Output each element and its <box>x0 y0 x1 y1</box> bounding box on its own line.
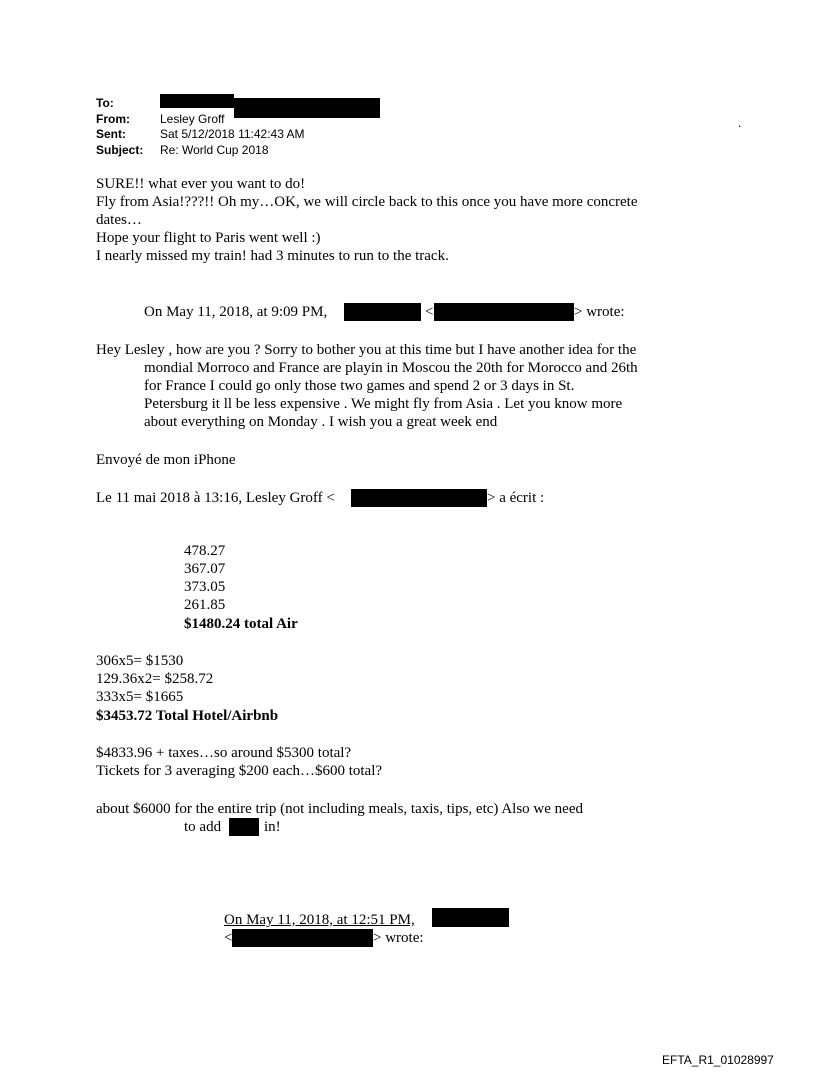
quote1-line-2: mondial Morroco and France are playin in Moscou the 20th for Morocco and 26th <box>144 360 638 376</box>
from-label: From: <box>96 112 130 126</box>
quote1-wrote: > wrote: <box>574 304 625 320</box>
quote3-lt: < <box>224 930 233 946</box>
quote1-lt: < <box>425 304 434 320</box>
trip-line-1: about $6000 for the entire trip (not including meals, taxis, tips, etc) Also we need <box>96 801 583 817</box>
quote1-intro: On May 11, 2018, at 9:09 PM, <box>144 304 328 320</box>
reply-line-2: Fly from Asia!???!! Oh my…OK, we will circle back to this once you have more concrete <box>96 194 638 210</box>
quote3-intro: On May 11, 2018, at 12:51 PM, <box>224 912 415 928</box>
redacted-sender-name-2 <box>432 908 509 927</box>
air-total: $1480.24 total Air <box>184 616 298 632</box>
reply-line-5: I nearly missed my train! had 3 minutes to run to the track. <box>96 248 449 264</box>
air-cost-4: 261.85 <box>184 597 226 613</box>
to-label: To: <box>96 96 114 110</box>
trip-line-2b: in! <box>264 819 281 835</box>
redacted-recipient-name <box>160 94 234 108</box>
from-value: Lesley Groff <box>160 112 225 126</box>
reply-line-1: SURE!! what ever you want to do! <box>96 176 306 192</box>
quote3-wrote: > wrote: <box>373 930 424 946</box>
sum-line-2: Tickets for 3 averaging $200 each…$600 total? <box>96 763 383 779</box>
reply-line-3: dates… <box>96 212 142 228</box>
quote1-line-1: Hey Lesley , how are you ? Sorry to bother you at this time but I have another idea for the <box>96 342 637 358</box>
sent-value: Sat 5/12/2018 11:42:43 AM <box>160 127 305 141</box>
reply-line-4: Hope your flight to Paris went well :) <box>96 230 321 246</box>
sent-label: Sent: <box>96 127 126 141</box>
redacted-lesley-email <box>351 489 487 507</box>
hotel-cost-2: 129.36x2= $258.72 <box>96 671 214 687</box>
quote1-line-3: for France I could go only those two games and spend 2 or 3 days in St. <box>144 378 575 394</box>
subject-value: Re: World Cup 2018 <box>160 143 269 157</box>
air-cost-3: 373.05 <box>184 579 226 595</box>
sum-line-1: $4833.96 + taxes…so around $5300 total? <box>96 745 352 761</box>
air-cost-2: 367.07 <box>184 561 226 577</box>
hotel-cost-1: 306x5= $1530 <box>96 653 184 669</box>
hotel-total: $3453.72 Total Hotel/Airbnb <box>96 708 279 724</box>
redacted-recipient-email <box>234 98 380 118</box>
redacted-sender-email-2 <box>232 929 373 947</box>
stray-mark: . <box>738 115 742 130</box>
bates-number: EFTA_R1_01028997 <box>662 1053 774 1067</box>
quote2-intro: Le 11 mai 2018 à 13:16, Lesley Groff < <box>96 490 335 506</box>
hotel-cost-3: 333x5= $1665 <box>96 689 184 705</box>
redacted-sender-email <box>434 303 574 321</box>
quote1-line-4: Petersburg it ll be less expensive . We might fly from Asia . Let you know more <box>144 396 623 412</box>
trip-line-2a: to add <box>184 819 222 835</box>
quote1-line-5: about everything on Monday . I wish you a great week end <box>144 414 498 430</box>
quote2-wrote: > a écrit : <box>487 490 545 506</box>
air-cost-1: 478.27 <box>184 543 226 559</box>
subject-label: Subject: <box>96 143 144 157</box>
quote1-signature: Envoyé de mon iPhone <box>96 452 236 468</box>
redacted-sender-name <box>344 303 421 321</box>
redacted-name-inline <box>229 818 259 836</box>
